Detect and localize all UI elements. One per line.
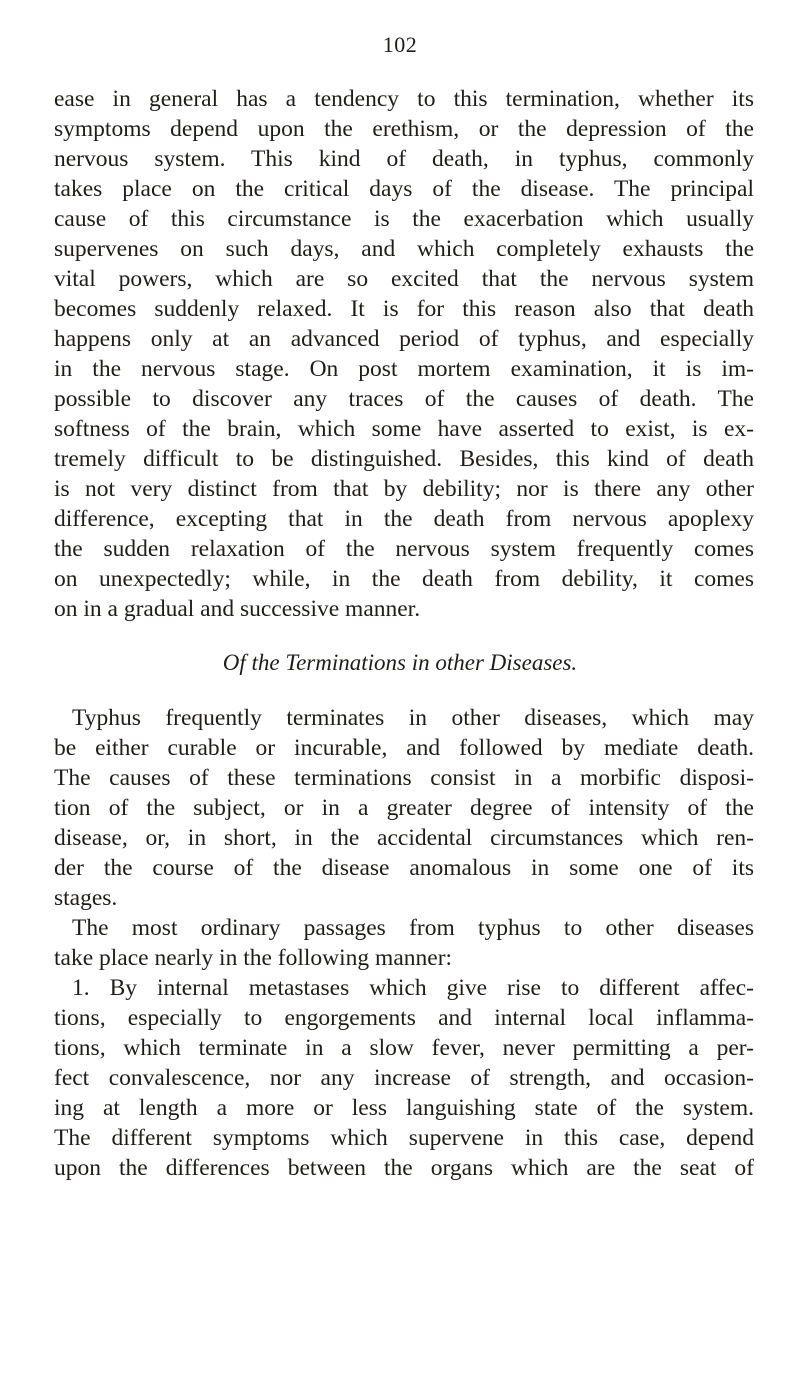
text-line: tions, especially to engorgements and internal local inflamma- <box>54 1005 754 1031</box>
text-line: be either curable or incurable, and followed by mediate death. <box>54 735 754 761</box>
text-line: disease, or, in short, in the accidental circumstances which ren- <box>54 825 754 851</box>
text-line: nervous system. This kind of death, in typhus, commonly <box>54 146 754 172</box>
text-line: difference, excepting that in the death from nervous apoplexy <box>54 506 754 532</box>
text-line: tions, which terminate in a slow fever, never permitting a per- <box>54 1035 754 1061</box>
text-line: The causes of these terminations consist in a morbific disposi- <box>54 765 754 791</box>
text-line: tion of the subject, or in a greater degree of intensity of the <box>54 795 754 821</box>
text-line: take place nearly in the following manner: <box>54 945 453 971</box>
text-line: der the course of the disease anomalous in some one of its <box>54 855 754 881</box>
text-line: cause of this circumstance is the exacerbation which usually <box>54 206 754 232</box>
text-line: upon the differences between the organs which are the seat of <box>54 1155 754 1181</box>
text-line: happens only at an advanced period of typhus, and especially <box>54 326 754 352</box>
text-line: The different symptoms which supervene in this case, depend <box>54 1125 754 1151</box>
text-line: fect convalescence, nor any increase of strength, and occasion- <box>54 1065 754 1091</box>
text-line: symptoms depend upon the erethism, or the depression of the <box>54 116 754 142</box>
text-line: in the nervous stage. On post mortem examination, it is im- <box>54 356 754 382</box>
text-line: on unexpectedly; while, in the death from debility, it comes <box>54 566 754 592</box>
text-line: Typhus frequently terminates in other diseases, which may <box>72 705 754 731</box>
text-line: ing at length a more or less languishing state of the system. <box>54 1095 754 1121</box>
text-line: 1. By internal metastases which give rise to different affec- <box>72 975 754 1001</box>
text-line: ease in general has a tendency to this termination, whether its <box>54 86 754 112</box>
text-line: becomes suddenly relaxed. It is for this reason also that death <box>54 296 754 322</box>
text-line: tremely difficult to be distinguished. Besides, this kind of death <box>54 446 754 472</box>
text-line: possible to discover any traces of the causes of death. The <box>54 386 754 412</box>
text-line: supervenes on such days, and which completely exhausts the <box>54 236 754 262</box>
page-number: 102 <box>382 32 418 57</box>
text-line: on in a gradual and successive manner. <box>54 596 421 622</box>
text-line: is not very distinct from that by debility; nor is there any other <box>54 476 754 502</box>
text-line: stages. <box>54 885 118 911</box>
text-line: the sudden relaxation of the nervous system frequently comes <box>54 536 754 562</box>
text-line: takes place on the critical days of the disease. The principal <box>54 176 754 202</box>
text-line: The most ordinary passages from typhus to other diseases <box>72 915 754 941</box>
text-line: softness of the brain, which some have asserted to exist, is ex- <box>54 416 754 442</box>
text-line: vital powers, which are so excited that the nervous system <box>54 266 754 292</box>
section-heading: Of the Terminations in other Diseases. <box>222 650 578 675</box>
